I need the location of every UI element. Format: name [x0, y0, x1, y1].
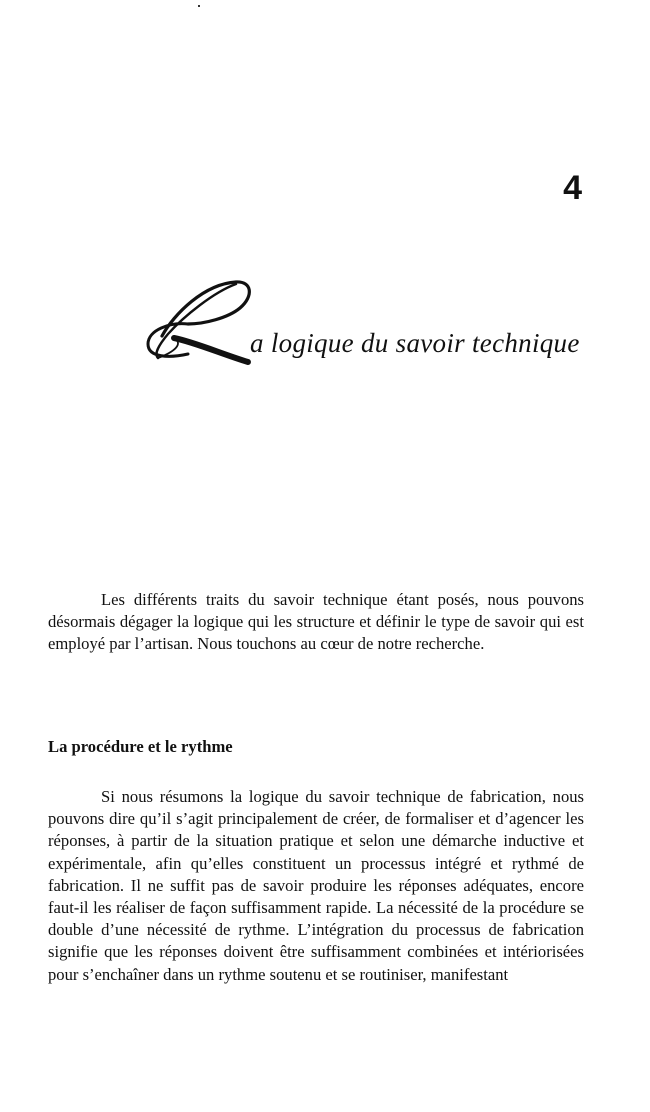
chapter-title: [144, 278, 604, 378]
intro-paragraph: Les différents traits du savoir technique étant posés, nous pouvons désormais dégager la logique qui les structure et définir le type de savoir qui est employé par l’artisan. Nous touchons au cœur de notre recherche.: [48, 590, 584, 654]
scan-speck: [198, 5, 200, 7]
calligraphic-initial-l-icon: [144, 278, 254, 368]
chapter-number: 4: [563, 169, 582, 207]
intro-section: [48, 589, 584, 656]
section-body: [48, 786, 584, 986]
section-paragraph: Si nous résumons la logique du savoir technique de fabrication, nous pouvons dire qu’il s’agit principalement de créer, de formaliser et d’agencer les réponses, à partir de la situation pratique et selon une démarche inductive et expérimentale, afin qu’elles constituent un processus intégré et rythmé de fabrication. Il ne suffit pas de savoir produire les réponses adéquates, encore faut-il les réaliser de façon suffisamment rapide. La nécessité de la procédure se double d’une nécessité de rythme. L’intégration du processus de fabrication signifie que les réponses doivent être suffisamment combinées et intériorisées pour s’enchaîner dans un rythme soutenu et se routiniser, manifestant: [48, 787, 584, 984]
chapter-title-text: a logique du savoir technique: [250, 328, 580, 358]
section-heading: La procédure et le rythme: [48, 737, 233, 756]
